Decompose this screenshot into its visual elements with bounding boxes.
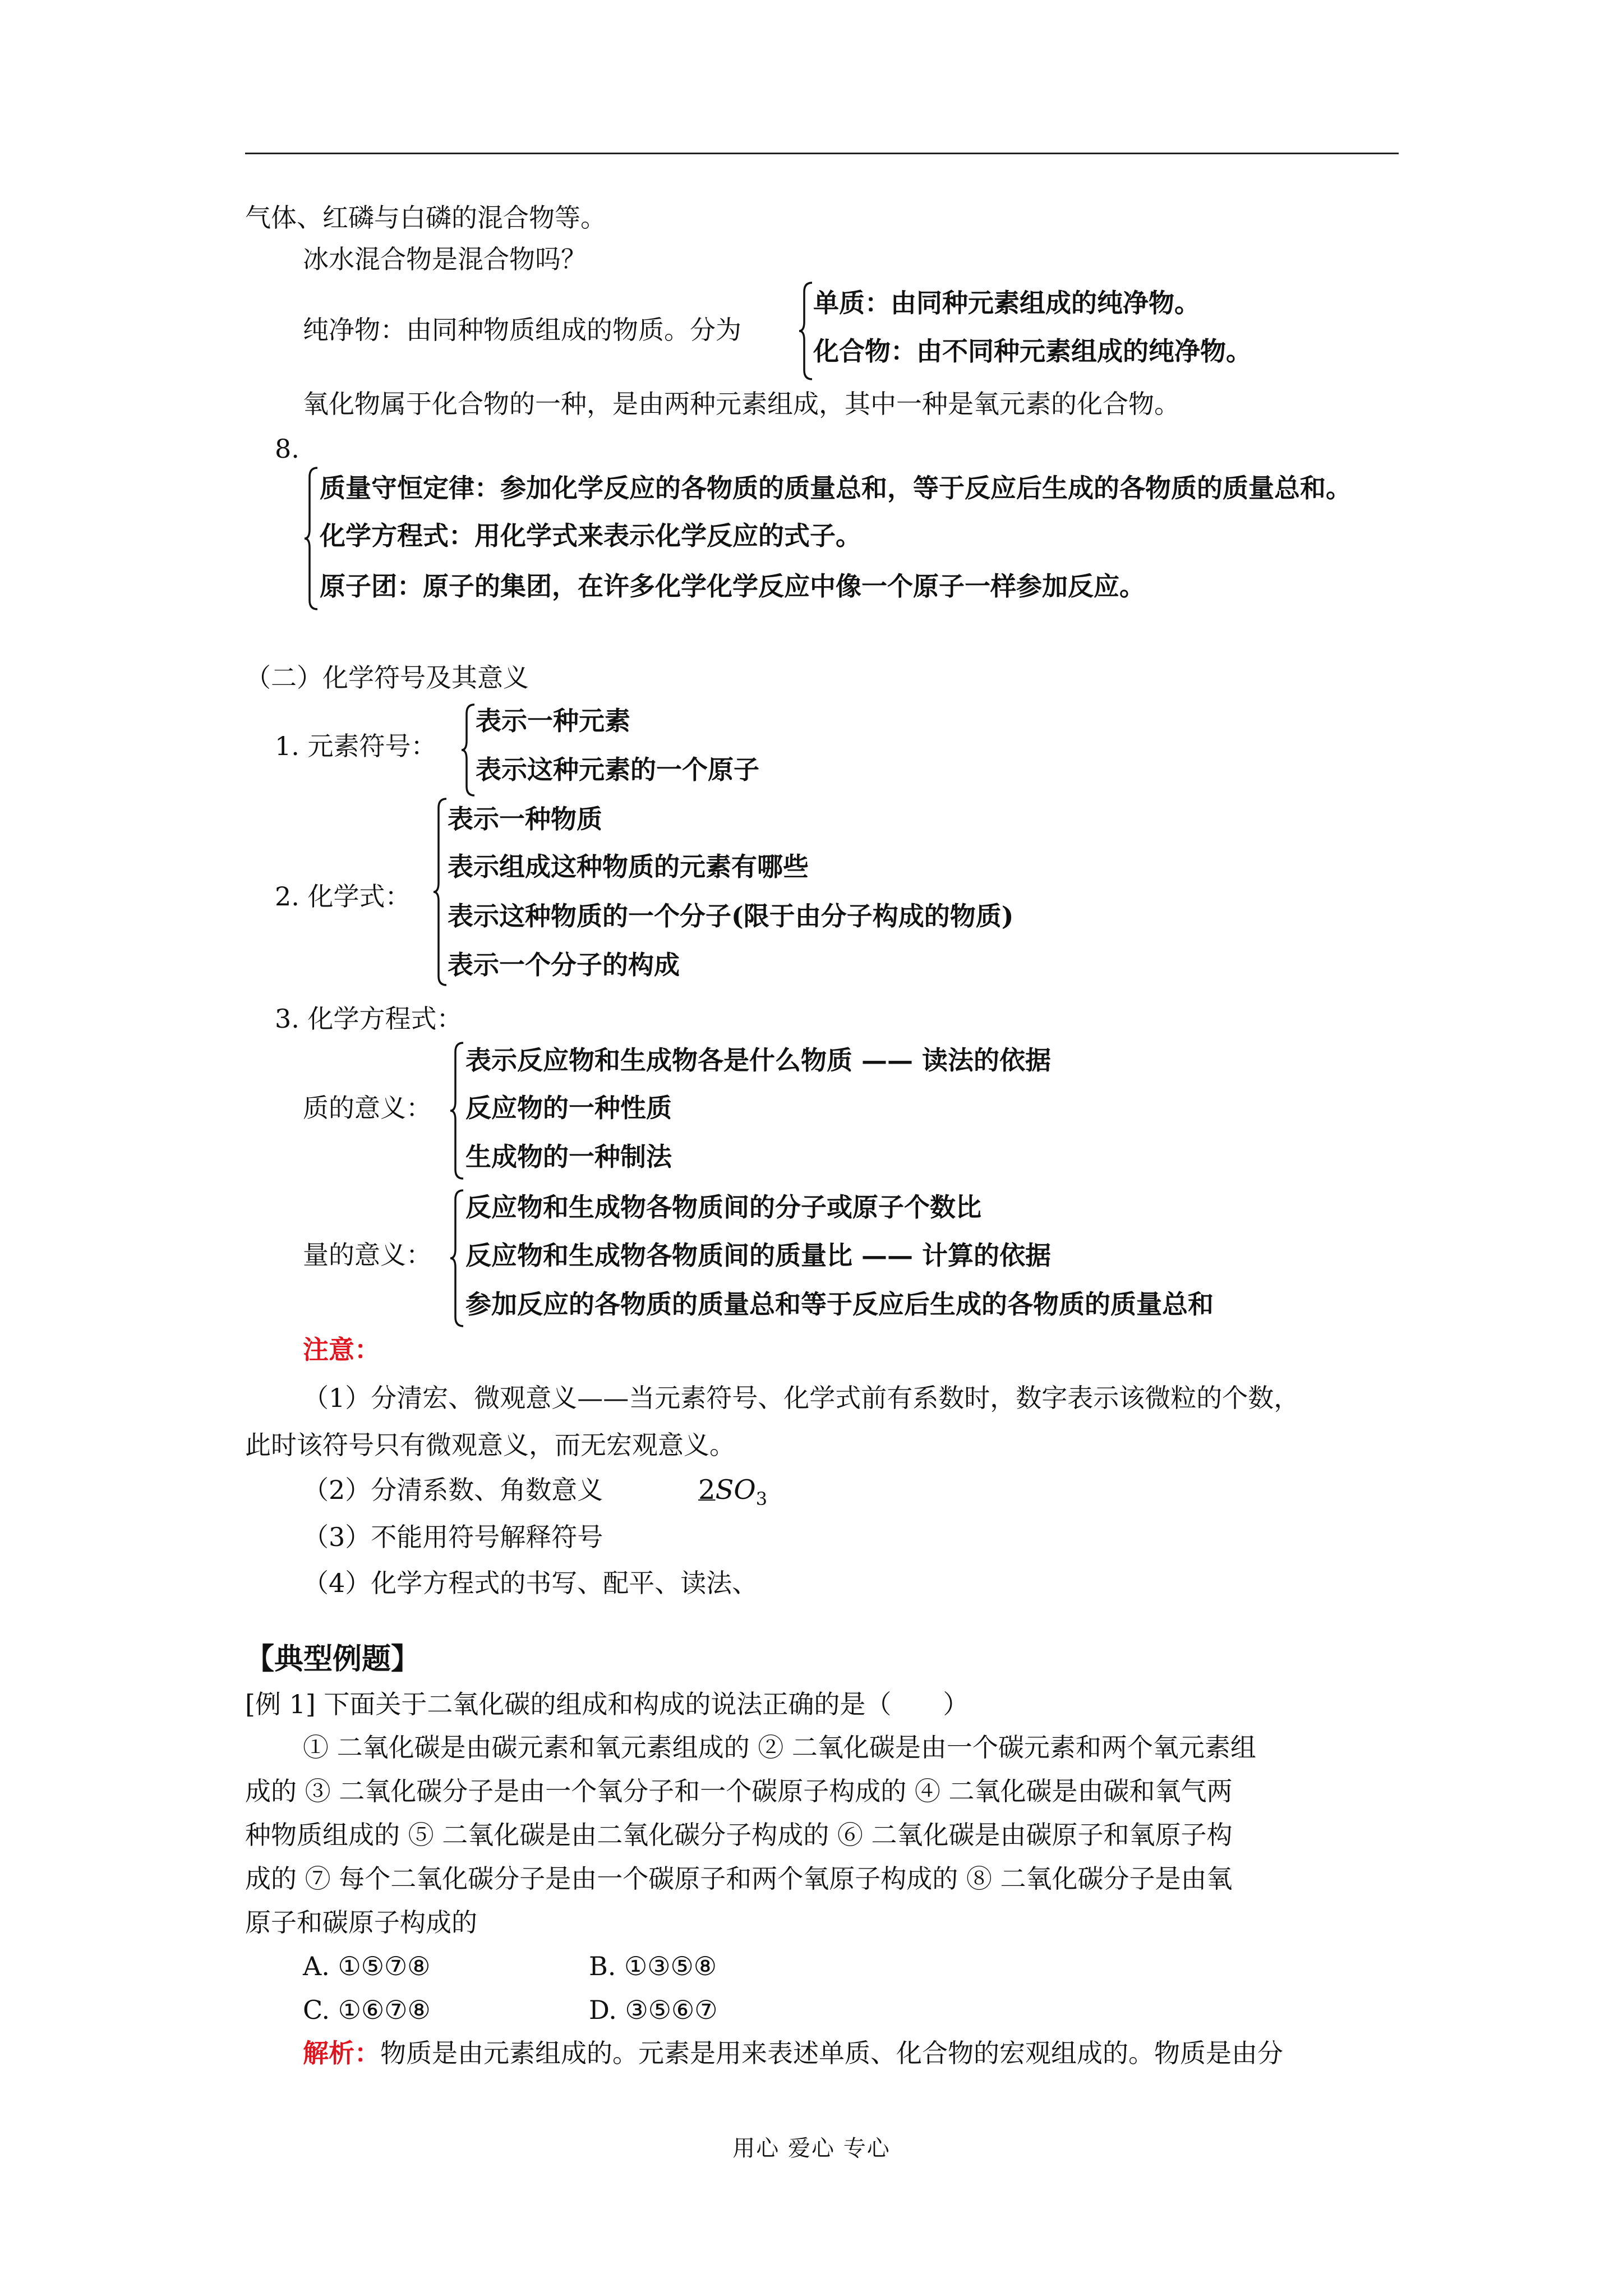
note-line: （3）不能用符号解释符号 — [303, 1522, 603, 1552]
section-title: （二）化学符号及其意义 — [245, 662, 529, 693]
formula-body: SO — [715, 1474, 756, 1506]
formula-2so3 — [698, 1473, 767, 1516]
item8-line: 质量守恒定律：参加化学反应的各物质的质量总和，等于反应后生成的各物质的质量总和。 — [320, 473, 1352, 503]
formula-label: 2. 化学式： — [275, 881, 411, 912]
brace-icon — [460, 702, 477, 798]
symbol-item: 表示这种元素的一个原子 — [476, 754, 759, 785]
quantity-item: 反应物和生成物各物质间的质量比 —— 计算的依据 — [465, 1240, 1052, 1271]
formula-item: 表示一个分子的构成 — [448, 950, 680, 980]
formula-subscript: 3 — [755, 1488, 768, 1510]
option-c: C. ①⑥⑦⑧ — [303, 1995, 431, 2025]
analysis-text: 物质是由元素组成的。元素是用来表述单质、化合物的宏观组成的。物质是由分 — [380, 2038, 1283, 2068]
formula-item: 表示组成这种物质的元素有哪些 — [448, 852, 809, 882]
quality-item: 反应物的一种性质 — [465, 1093, 672, 1123]
example-body-line: 种物质组成的 ⑤ 二氧化碳是由二氧化碳分子构成的 ⑥ 二氧化碳是由碳原子和氧原子构 — [245, 1820, 1233, 1850]
pure-item: 单质：由同种元素组成的纯净物。 — [813, 288, 1200, 318]
header-rule — [245, 153, 1399, 154]
symbol-item: 表示一种元素 — [476, 706, 630, 736]
oxide-definition: 氧化物属于化合物的一种，是由两种元素组成，其中一种是氧元素的化合物。 — [303, 389, 1180, 419]
example-body-line: ① 二氧化碳是由碳元素和氧元素组成的 ② 二氧化碳是由一个碳元素和两个氧元素组 — [303, 1732, 1256, 1763]
brace-icon — [303, 466, 320, 611]
note-line: （1）分清宏、微观意义——当元素符号、化学式前有系数时，数字表示该微粒的个数， — [303, 1383, 1300, 1413]
item8-line: 化学方程式：用化学式来表示化学反应的式子。 — [320, 521, 861, 551]
text-line: 气体、红磷与白磷的混合物等。 — [245, 203, 606, 233]
brace-icon — [432, 797, 449, 987]
quality-label: 质的意义： — [303, 1093, 432, 1123]
option-d: D. ③⑤⑥⑦ — [589, 1995, 718, 2025]
symbol-label: 1. 元素符号： — [275, 731, 437, 761]
notes-title: 注意： — [303, 1335, 380, 1365]
example-question: [例 1] 下面关于二氧化碳的组成和构成的说法正确的是（ ） — [245, 1689, 969, 1719]
equation-label: 3. 化学方程式： — [275, 1004, 463, 1034]
quality-item: 生成物的一种制法 — [465, 1142, 672, 1172]
question-ice-water: 冰水混合物是混合物吗？ — [303, 244, 587, 274]
quality-item: 表示反应物和生成物各是什么物质 —— 读法的依据 — [465, 1045, 1052, 1075]
note-line: 此时该符号只有微观意义，而无宏观意义。 — [245, 1430, 735, 1460]
formula-item: 表示一种物质 — [448, 804, 602, 834]
formula-coefficient: 2 — [698, 1474, 716, 1506]
note-line: （2）分清系数、角数意义 — [303, 1475, 603, 1505]
pure-item: 化合物：由不同种元素组成的纯净物。 — [813, 336, 1252, 366]
quantity-item: 参加反应的各物质的质量总和等于反应后生成的各物质的质量总和 — [465, 1289, 1214, 1319]
analysis-line — [303, 2036, 1283, 2070]
brace-icon — [449, 1041, 465, 1181]
page-footer: 用心 爱心 专心 — [732, 2136, 891, 2161]
pure-substance-lead: 纯净物：由同种物质组成的物质。分为 — [303, 315, 741, 345]
example-body-line: 原子和碳原子构成的 — [245, 1907, 477, 1938]
item8-line: 原子团：原子的集团，在许多化学化学反应中像一个原子一样参加反应。 — [320, 571, 1145, 601]
option-a: A. ①⑤⑦⑧ — [303, 1951, 431, 1981]
option-b: B. ①③⑤⑧ — [589, 1951, 717, 1981]
brace-icon — [449, 1188, 465, 1328]
note-line: （4）化学方程式的书写、配平、读法、 — [303, 1568, 758, 1598]
formula-item: 表示这种物质的一个分子(限于由分子构成的物质) — [448, 901, 1014, 931]
example-body-line: 成的 ③ 二氧化碳分子是由一个氧分子和一个碳原子构成的 ④ 二氧化碳是由碳和氧气两 — [245, 1776, 1233, 1806]
brace-icon — [797, 280, 814, 381]
quantity-label: 量的意义： — [303, 1240, 432, 1270]
example-body-line: 成的 ⑦ 每个二氧化碳分子是由一个碳原子和两个氧原子构成的 ⑧ 二氧化碳分子是由氧 — [245, 1864, 1233, 1894]
item-number: 8. — [275, 434, 299, 464]
examples-heading: 【典型例题】 — [245, 1642, 421, 1676]
analysis-label: 解析： — [303, 2038, 380, 2068]
quantity-item: 反应物和生成物各物质间的分子或原子个数比 — [465, 1192, 981, 1222]
